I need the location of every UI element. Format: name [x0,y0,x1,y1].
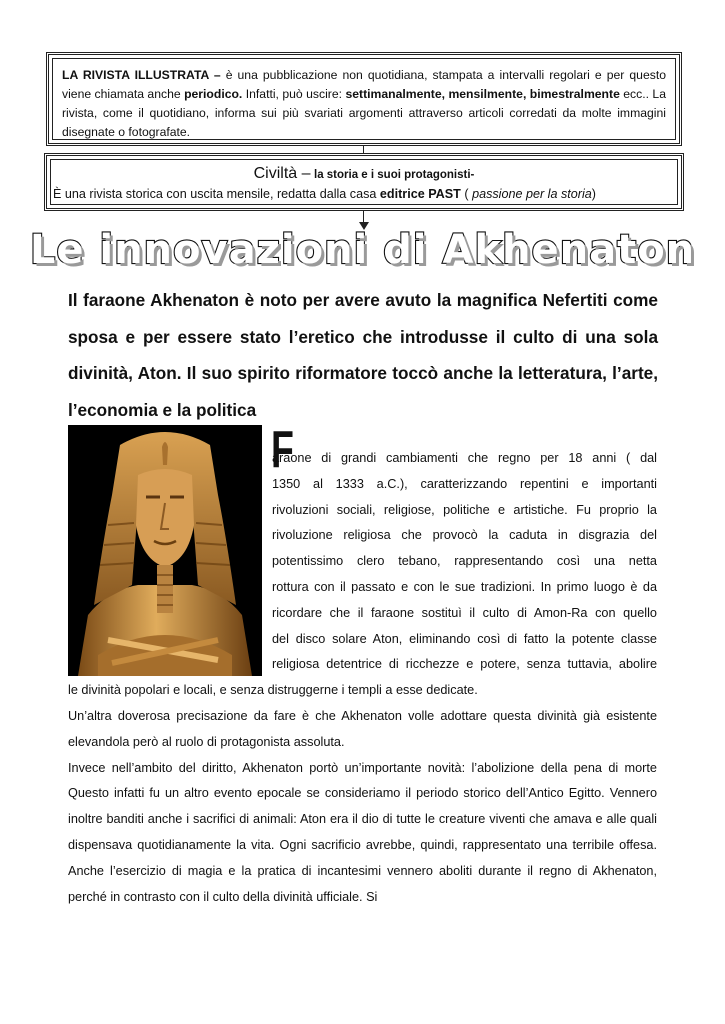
body-line: 1350 al 1333 a.C.), caratterizzando repentini e importanti [272,476,657,491]
connector-line [363,146,364,153]
article-lead: Il faraone Akhenaton è noto per avere avuto la magnifica Nefertiti come sposa e per essere stato l’eretico che introdusse il culto di una sola divinità, Aton. Il suo spirito riformatore toccò anche la letteratura, l’arte, l’economia e la politica [68,290,658,420]
definition-text: LA RIVISTA ILLUSTRATA – è una pubblicazione non quotidiana, stampata a intervalli regolari e per questo viene chiamata anche periodico. Infatti, può uscire: settimanalmente, mensilmente, bimestralmente ecc.. La rivista, come il quotidiano, informa sui più svariati argomenti attraverso articoli corredati da molte immagini disegnate o fotografate. [52,58,676,140]
body-line: rivoluzioni sociali, religiose, politiche e artistiche. Fu proprio la [272,502,657,517]
body-line: ricordare che il faraone sostituì il culto di Amon-Ra con quello [272,605,657,620]
body-line: del disco solare Aton, eliminando così di fatto la potente classe [272,631,657,646]
paragraph-2: Un’altra doverosa precisazione da fare è che Akhenaton volle adottare questa divinità già esistente elevandola però al ruolo di protagonista assoluta. [68,708,657,749]
magazine-tagline: la storia e i suoi protagonisti- [314,169,475,181]
magazine-motto: passione per la storia [472,187,592,201]
paragraph-3: Invece nell’ambito del diritto, Akhenaton portò un’importante novità: l’abolizione della pena di morte Questo infatti fu un altro evento epocale se consideriamo il periodo storico dell’Antico Egitto. Vennero inoltre banditi anche i sacrifici di animali: Aton era il dio di tutte le creature viventi che amava e alle quali dispensava quotidianamente la vita. Ogni sacrificio avrebbe, quindi, rappresentato una terribile offesa. Anche l’esercizio di magia e la pratica di incantesimi vennero aboliti durante il regno di Akhenaton, perché in contrasto con il culto della divinità ufficiale. Si [68,760,657,904]
magazine-publisher: editrice PAST [379,187,461,201]
body-line: le divinità popolari e locali, e senza distruggerne i templi a esse dedicate. [68,683,478,698]
magazine-box [44,153,684,211]
drop-cap: F [271,421,294,479]
body-line: rottura con il passato e con le sue tradizioni. In primo luogo è da [272,579,657,594]
article-title: Le innovazioni di Akhenaton [29,227,696,273]
body-line: rivoluzione religiosa che provocò la caduta in disgrazia del [272,528,657,543]
article-body [68,446,657,910]
definition-term: LA RIVISTA ILLUSTRATA – [62,68,221,82]
body-line: potentissimo clero tebano, rappresentando così una netta [272,554,657,569]
body-line: religiosa detentrice di ricchezze e potere, senza tuttavia, abolire [272,657,657,672]
magazine-name: Civiltà – [253,165,311,182]
magazine-title [51,164,677,185]
body-line: araone di grandi cambiamenti che regno per 18 anni ( dal [272,451,657,465]
magazine-description: È una rivista storica con uscita mensile, redatta dalla casa editrice PAST ( passione per la storia) [53,187,596,201]
definition-box [46,52,682,146]
